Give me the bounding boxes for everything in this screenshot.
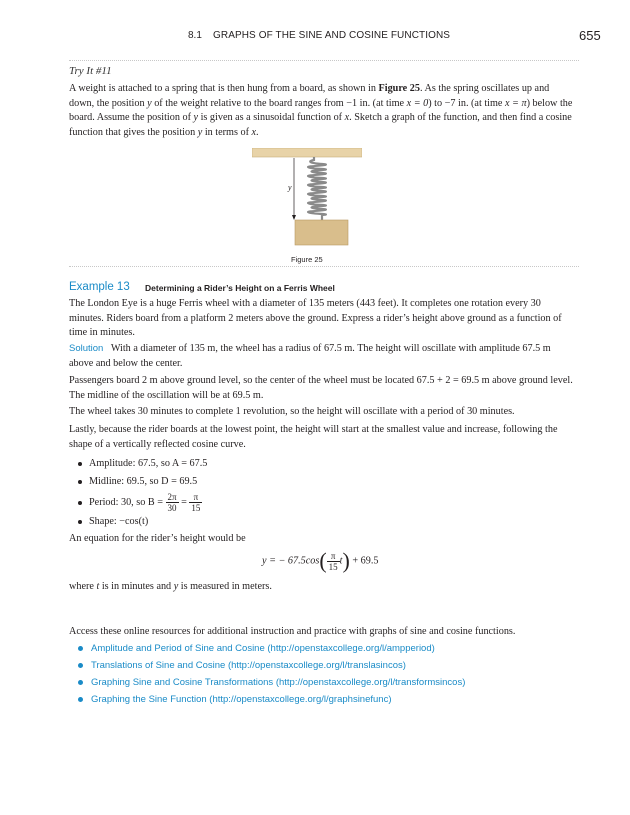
solution-label: Solution bbox=[69, 343, 104, 354]
figure-reference: Figure 25 bbox=[378, 83, 420, 94]
resource-link[interactable]: Graphing Sine and Cosine Transformations (http://openstaxcollege.org/l/transformsincos) bbox=[78, 677, 465, 688]
figure-caption: Figure 25 bbox=[291, 255, 323, 264]
resources-intro: Access these online resources for additional instruction and practice with graphs of sine and cosine functions. bbox=[69, 626, 516, 637]
resource-link[interactable]: Translations of Sine and Cosine (http://openstaxcollege.org/l/translasincos) bbox=[78, 660, 406, 671]
spring-illustration bbox=[252, 148, 362, 248]
try-it-text: A weight is attached to a spring that is then hung from a board, as shown in Figure 25. As the spring oscillates up and down, the position y of the weight relative to the board ranges from −1 in. (at time x = 0) to −7 in. (at time x = π) below the board. Assume the position of y is given as a sinusoidal function of x. Sketch a graph of the function, and then find a cosine function that gives the position y in terms of x. bbox=[69, 83, 573, 138]
variable-note: where t is in minutes and y is measured in meters. bbox=[69, 581, 272, 592]
arrow-head bbox=[292, 215, 296, 220]
resource-link[interactable]: Amplitude and Period of Sine and Cosine (http://openstaxcollege.org/l/ampperiod) bbox=[78, 643, 435, 654]
example-label: Example 13 bbox=[69, 281, 130, 293]
list-item: Amplitude: 67.5, so A = 67.5 bbox=[78, 458, 207, 469]
divider bbox=[69, 60, 579, 61]
section-number: 8.1 bbox=[188, 30, 202, 41]
running-header bbox=[0, 30, 630, 46]
chapter-title: GRAPHS OF THE SINE AND COSINE FUNCTIONS bbox=[213, 30, 451, 41]
spring-figure bbox=[252, 148, 362, 248]
list-item: Period: 30, so B = $\frac{2\pi}{30}$ = $\frac{\pi}{15}$ bbox=[78, 492, 202, 513]
resource-link[interactable]: Graphing the Sine Function (http://openstaxcollege.org/l/graphsinefunc) bbox=[78, 694, 392, 705]
equation: y = − 67.5cos( $\frac{\pi}{15}$ t) + 69.5 bbox=[262, 548, 379, 573]
page-number: 655 bbox=[579, 28, 601, 43]
list-item: Midline: 69.5, so D = 69.5 bbox=[78, 476, 197, 487]
equation-intro: An equation for the rider’s height would be bbox=[69, 533, 246, 544]
list-item: Shape: −cos(t) bbox=[78, 516, 148, 527]
try-it-label: Try It #11 bbox=[69, 65, 112, 77]
paragraph: Passengers board 2 m above ground level, so the center of the wheel must be located 67.5 + 2 = 69.5 m above ground level. The midline of the oscillation will be at 69.5 m. bbox=[69, 375, 573, 401]
spring bbox=[308, 157, 326, 220]
example-title: Determining a Rider’s Height on a Ferris Wheel bbox=[145, 283, 335, 293]
paragraph: The wheel takes 30 minutes to complete 1 revolution, so the height will oscillate with a period of 30 minutes. bbox=[69, 406, 515, 417]
solution-paragraph: Solution With a diameter of 135 m, the wheel has a radius of 67.5 m. The height will oscillate with amplitude 67.5 m above and below the center. bbox=[69, 343, 551, 369]
board bbox=[252, 148, 362, 157]
weight bbox=[295, 220, 348, 245]
paragraph: Lastly, because the rider boards at the lowest point, the height will start at the smallest value and increase, following the shape of a vertically reflected cosine curve. bbox=[69, 424, 558, 450]
divider bbox=[69, 266, 579, 267]
y-label: y bbox=[288, 183, 292, 192]
example-problem: The London Eye is a huge Ferris wheel with a diameter of 135 meters (443 feet). It completes one rotation every 30 minutes. Riders board from a platform 2 meters above the ground. Express a rider’s height above ground as a function of time in minutes. bbox=[69, 298, 562, 338]
